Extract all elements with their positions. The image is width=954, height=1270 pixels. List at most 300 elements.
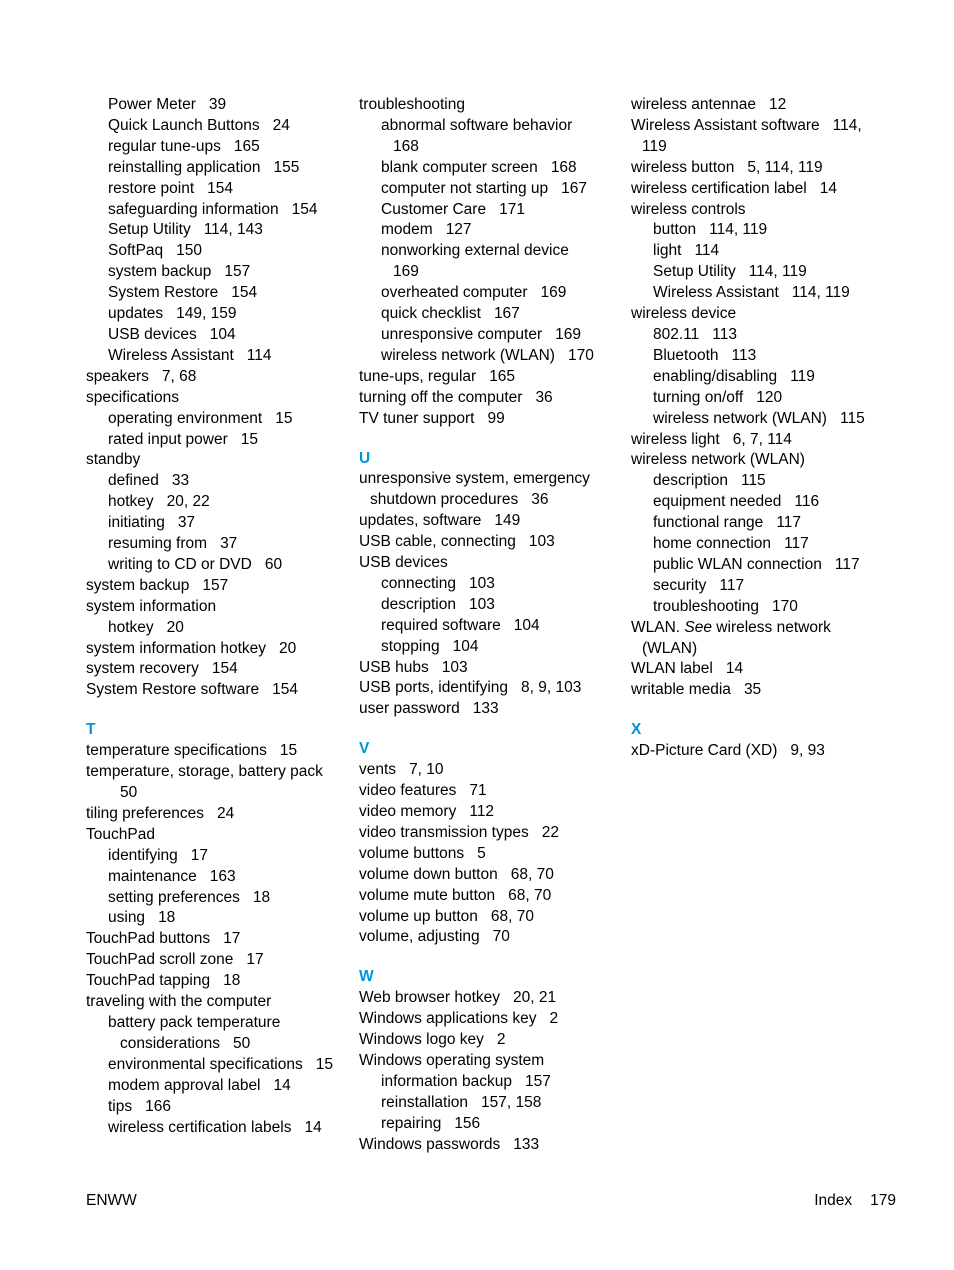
index-entry <box>359 304 621 325</box>
index-entry <box>86 367 348 388</box>
index-entry <box>359 511 621 532</box>
page-reference: 18 <box>223 972 241 990</box>
index-entry <box>359 490 621 511</box>
page-reference: 103 <box>468 574 495 592</box>
index-term: overheated computer <box>381 284 528 302</box>
page-reference: 2 <box>549 1010 559 1028</box>
page-reference: 117 <box>776 514 802 532</box>
page-reference: 166 <box>145 1097 171 1115</box>
index-term: unresponsive computer <box>381 325 543 343</box>
page-reference: 167 <box>561 179 588 197</box>
index-term: 802.11 <box>653 325 700 343</box>
page-reference: 114, 119 <box>709 221 768 239</box>
page-reference: 154 <box>211 660 238 678</box>
page-reference: 14 <box>819 179 837 197</box>
page-reference: 14 <box>725 660 744 678</box>
index-entry <box>86 325 348 346</box>
index-term: Setup Utility <box>653 263 736 281</box>
index-entry <box>359 367 621 388</box>
page-reference: 20, 22 <box>166 493 210 511</box>
index-entry <box>631 618 893 639</box>
index-term: enabling/disabling <box>653 367 778 385</box>
index-term: wireless controls <box>631 200 746 218</box>
page-reference: 157, 158 <box>481 1093 542 1111</box>
page-reference: 103 <box>441 658 468 676</box>
index-term: updates, software <box>359 512 482 530</box>
see-reference: See <box>684 618 712 636</box>
index-term: wireless network (WLAN) <box>631 451 805 469</box>
index-entry <box>86 513 348 534</box>
page-reference: 169 <box>540 284 567 302</box>
index-term: SoftPaq <box>108 242 164 260</box>
index-entry <box>359 262 621 283</box>
index-entry <box>631 471 893 492</box>
index-term: operating environment <box>108 409 263 427</box>
index-entry <box>631 325 893 346</box>
index-term: Windows applications key <box>359 1010 537 1028</box>
index-term: troubleshooting <box>653 597 759 615</box>
page-reference: 150 <box>176 242 203 260</box>
page-number: 179 <box>870 1192 896 1209</box>
index-entry <box>359 200 621 221</box>
index-entry <box>86 867 348 888</box>
index-term: TV tuner support <box>359 409 475 427</box>
page-reference: 70 <box>492 928 510 946</box>
index-term: system information <box>86 597 217 615</box>
index-term: modem approval label <box>108 1076 261 1094</box>
page-reference: 14 <box>304 1118 322 1136</box>
index-entry <box>86 1013 348 1034</box>
index-term: wireless certification labels <box>108 1118 292 1136</box>
page-reference: 170 <box>772 597 798 615</box>
index-entry <box>86 908 348 929</box>
index-entry <box>86 304 348 325</box>
index-term: computer not starting up <box>381 179 549 197</box>
page-reference: 17 <box>246 951 264 969</box>
page-reference: 15 <box>240 430 259 448</box>
page-reference: 104 <box>209 325 236 343</box>
index-entry <box>359 823 621 844</box>
index-term: Windows operating system <box>359 1051 545 1069</box>
index-term: system backup <box>108 263 212 281</box>
index-entry <box>359 1093 621 1114</box>
index-entry <box>359 1135 621 1156</box>
index-entry <box>359 988 621 1009</box>
page-reference: 169 <box>555 325 581 343</box>
index-term: setting preferences <box>108 888 240 906</box>
index-term: writing to CD or DVD <box>108 555 252 573</box>
index-entry <box>86 576 348 597</box>
index-term: wireless network (WLAN) <box>381 346 555 364</box>
page-reference: 12 <box>768 96 787 113</box>
page-reference: 117 <box>719 576 745 594</box>
page-reference: 165 <box>489 367 516 385</box>
index-entry <box>631 220 893 241</box>
index-entry <box>359 886 621 907</box>
page-reference: 68, 70 <box>490 907 535 925</box>
index-entry <box>86 409 348 430</box>
index-term: Wireless Assistant <box>653 284 779 302</box>
page-reference: 133 <box>472 700 499 718</box>
index-entry <box>86 1076 348 1097</box>
index-entry <box>86 929 348 950</box>
index-entry <box>631 283 893 304</box>
index-entry <box>359 1072 621 1093</box>
page-reference: 35 <box>743 681 762 699</box>
index-entry <box>359 220 621 241</box>
page-reference: 169 <box>393 263 419 281</box>
index-entry <box>86 116 348 137</box>
index-term: user password <box>359 700 460 718</box>
index-term: wireless network (WLAN) <box>653 409 827 427</box>
page-reference: 14 <box>273 1076 291 1094</box>
index-term: Quick Launch Buttons <box>108 116 260 134</box>
footer-right <box>814 1191 896 1211</box>
index-term: volume up button <box>359 907 478 925</box>
index-entry <box>86 220 348 241</box>
page-reference: 171 <box>499 200 525 218</box>
page-reference: 168 <box>393 137 419 155</box>
index-term: USB devices <box>108 325 197 343</box>
page-reference: 157 <box>524 1072 551 1090</box>
index-entry <box>86 825 348 846</box>
index-entry <box>86 241 348 262</box>
page-reference: 116 <box>794 493 820 511</box>
page-reference: 8, 9, 103 <box>521 679 582 697</box>
index-term: turning on/off <box>653 388 744 406</box>
index-term: public WLAN connection <box>653 555 822 573</box>
index-entry <box>631 116 893 137</box>
section-letter: X <box>631 721 642 739</box>
index-column-2 <box>359 95 621 1156</box>
index-column-1 <box>86 95 348 1138</box>
index-entry <box>359 844 621 865</box>
index-term: writable media <box>631 681 731 699</box>
index-entry <box>631 200 893 221</box>
index-entry <box>631 597 893 618</box>
index-entry <box>359 137 621 158</box>
index-term: Customer Care <box>381 200 487 218</box>
index-term: button <box>653 221 697 239</box>
index-entry <box>631 158 893 179</box>
index-entry <box>359 927 621 948</box>
page-reference: 5, 114, 119 <box>747 158 823 176</box>
index-term: Setup Utility <box>108 221 191 239</box>
index-entry <box>86 430 348 451</box>
index-term: Bluetooth <box>653 346 719 364</box>
page-reference: 17 <box>223 930 241 948</box>
page-reference: 154 <box>272 681 299 699</box>
page-reference: 37 <box>220 535 238 553</box>
index-entry <box>631 430 893 451</box>
index-term: stopping <box>381 637 440 655</box>
index-entry <box>359 325 621 346</box>
index-entry <box>359 409 621 430</box>
page-reference: 5 <box>477 844 486 862</box>
index-term: repairing <box>381 1114 442 1132</box>
index-term: initiating <box>108 514 165 532</box>
page-reference: 167 <box>493 305 520 323</box>
page-reference: 114, <box>832 116 862 134</box>
page-reference: 36 <box>535 388 553 406</box>
index-entry <box>86 741 348 762</box>
index-entry <box>86 555 348 576</box>
index-entry <box>86 450 348 471</box>
index-entry <box>359 532 621 553</box>
index-term: rated input power <box>108 430 228 448</box>
index-entry <box>631 95 893 116</box>
index-entry <box>86 95 348 116</box>
index-entry <box>359 658 621 679</box>
index-term: wireless device <box>631 305 737 323</box>
page-reference: 155 <box>273 158 300 176</box>
index-term: volume mute button <box>359 886 496 904</box>
index-entry <box>359 388 621 409</box>
index-term: Power Meter <box>108 96 196 113</box>
index-entry <box>86 597 348 618</box>
section-letter: V <box>359 740 370 758</box>
index-entry <box>359 1051 621 1072</box>
index-term: USB devices <box>359 554 448 572</box>
page-reference: 154 <box>291 200 318 218</box>
index-entry <box>631 262 893 283</box>
page-reference: 71 <box>469 782 487 800</box>
page-reference: 50 <box>232 1034 251 1052</box>
index-entry <box>359 283 621 304</box>
footer-section-label: Index <box>814 1192 853 1209</box>
index-term: description <box>653 472 728 490</box>
index-term: battery pack temperature <box>108 1013 281 1031</box>
index-entry <box>631 639 893 660</box>
page-reference: 114, 119 <box>748 263 807 281</box>
page-reference: 22 <box>541 823 559 841</box>
index-term: Wireless Assistant software <box>631 116 820 134</box>
index-entry <box>86 1034 348 1055</box>
index-entry <box>631 555 893 576</box>
index-term: video features <box>359 782 457 800</box>
page-reference: 15 <box>275 409 293 427</box>
index-term: maintenance <box>108 867 197 885</box>
index-entry <box>359 179 621 200</box>
index-term: wireless antennae <box>631 96 756 113</box>
index-term: TouchPad <box>86 825 155 843</box>
index-term: temperature specifications <box>86 742 267 760</box>
index-entry <box>359 699 621 720</box>
index-entry <box>86 783 348 804</box>
index-entry <box>86 158 348 179</box>
index-entry <box>359 678 621 699</box>
index-term: volume, adjusting <box>359 928 480 946</box>
index-term: regular tune-ups <box>108 137 221 155</box>
page-reference: 156 <box>454 1114 481 1132</box>
index-entry <box>631 388 893 409</box>
index-entry <box>86 200 348 221</box>
page-reference: 103 <box>528 533 555 551</box>
page-reference: 113 <box>731 346 757 364</box>
index-term: information backup <box>381 1072 512 1090</box>
index-term: video memory <box>359 803 457 820</box>
index-entry <box>86 283 348 304</box>
index-entry <box>86 388 348 409</box>
page-reference: 119 <box>790 367 815 385</box>
index-entry <box>86 971 348 992</box>
index-term: restore point <box>108 179 195 197</box>
index-entry <box>86 492 348 513</box>
index-term: USB cable, connecting <box>359 533 516 551</box>
index-entry <box>359 241 621 262</box>
index-entry <box>631 304 893 325</box>
page-reference: 33 <box>171 472 190 490</box>
index-term: blank computer screen <box>381 158 538 176</box>
section-letter: W <box>359 968 374 986</box>
index-term: system recovery <box>86 660 199 678</box>
index-entry <box>86 762 348 783</box>
index-term: home connection <box>653 535 772 553</box>
page-reference: 20 <box>279 639 297 657</box>
page-reference: 119 <box>642 137 667 155</box>
index-term: standby <box>86 451 141 469</box>
index-entry <box>86 618 348 639</box>
index-term: updates <box>108 305 164 323</box>
index-term: (WLAN) <box>642 639 698 657</box>
index-term: defined <box>108 472 159 490</box>
index-entry <box>86 639 348 660</box>
page-reference: 127 <box>445 221 472 239</box>
page-reference: 113 <box>712 325 737 343</box>
page-reference: 114, 119 <box>791 284 850 302</box>
index-entry <box>359 95 621 116</box>
index-entry <box>631 492 893 513</box>
index-term: wireless button <box>631 158 735 176</box>
index-entry <box>86 262 348 283</box>
index-entry <box>86 888 348 909</box>
index-entry <box>86 992 348 1013</box>
index-term: wireless certification label <box>631 179 807 197</box>
page-reference: 157 <box>202 576 229 594</box>
index-term: troubleshooting <box>359 96 465 113</box>
page-reference: 103 <box>468 595 495 613</box>
index-term: wireless light <box>631 430 720 448</box>
index-term: volume down button <box>359 865 498 883</box>
index-term: WLAN label <box>631 660 713 678</box>
page-reference: 117 <box>834 555 860 573</box>
index-term: tiling preferences <box>86 804 205 822</box>
page-reference: 18 <box>158 909 176 927</box>
page-reference: 50 <box>120 784 138 801</box>
index-term: description <box>381 595 456 613</box>
page-reference: 104 <box>452 637 479 655</box>
page-reference: 168 <box>550 158 577 176</box>
index-term: USB ports, identifying <box>359 679 509 697</box>
page-reference: 115 <box>839 409 865 427</box>
index-entry <box>86 1097 348 1118</box>
index-term: environmental specifications <box>108 1055 303 1073</box>
index-entry <box>631 659 893 680</box>
index-entry <box>86 1055 348 1076</box>
index-term: considerations <box>120 1034 220 1052</box>
page-reference: 115 <box>740 472 766 490</box>
index-term: quick checklist <box>381 305 481 323</box>
index-entry <box>86 1118 348 1139</box>
page-reference: 163 <box>209 867 236 885</box>
index-term: tune-ups, regular <box>359 367 477 385</box>
index-entry <box>359 1030 621 1051</box>
index-term: functional range <box>653 514 764 532</box>
index-term: hotkey <box>108 493 154 511</box>
page-reference: 17 <box>190 846 209 864</box>
index-term: unresponsive system, emergency <box>359 470 590 488</box>
index-entry <box>631 137 893 158</box>
index-term: shutdown procedures <box>370 491 519 509</box>
page-reference: 114, 143 <box>203 221 263 239</box>
index-term: connecting <box>381 574 456 592</box>
page-reference: 149, 159 <box>176 305 237 323</box>
index-term: TouchPad tapping <box>86 972 211 990</box>
index-term: TouchPad scroll zone <box>86 951 234 969</box>
index-entry <box>86 471 348 492</box>
footer-left: ENWW <box>86 1192 137 1209</box>
index-entry <box>359 616 621 637</box>
page-reference: 15 <box>315 1055 333 1073</box>
index-entry <box>86 179 348 200</box>
page-reference: 154 <box>231 284 258 302</box>
page-reference: 154 <box>207 179 234 197</box>
page-reference: 170 <box>567 346 594 364</box>
index-entry <box>359 469 621 490</box>
page-reference: 20 <box>166 618 184 636</box>
index-term: speakers <box>86 367 149 385</box>
index-entry <box>359 760 621 781</box>
index-term: xD-Picture Card (XD) <box>631 742 778 760</box>
index-term: volume buttons <box>359 844 465 862</box>
index-term: traveling with the computer <box>86 993 272 1011</box>
index-term: hotkey <box>108 618 154 636</box>
see-target: wireless network <box>712 618 831 636</box>
page-reference: 20, 21 <box>513 989 557 1007</box>
page-reference: 37 <box>177 514 196 532</box>
index-entry <box>631 179 893 200</box>
section-letter: T <box>86 721 96 739</box>
index-term: TouchPad buttons <box>86 930 211 948</box>
page-reference: 104 <box>513 616 540 634</box>
page-reference: 149 <box>494 512 521 530</box>
index-entry <box>631 409 893 430</box>
index-entry <box>359 595 621 616</box>
index-term: WLAN. <box>631 618 685 636</box>
index-entry <box>631 534 893 555</box>
page-reference: 120 <box>756 388 783 406</box>
page-reference: 68, 70 <box>508 886 552 904</box>
page-reference: 114 <box>246 346 272 364</box>
index-entry <box>359 802 621 823</box>
index-column-3 <box>631 95 893 762</box>
page-reference: 99 <box>487 409 505 427</box>
index-term: reinstalling application <box>108 158 261 176</box>
index-entry <box>631 450 893 471</box>
index-term: resuming from <box>108 535 208 553</box>
index-entry <box>631 680 893 701</box>
index-entry <box>359 637 621 658</box>
index-entry <box>359 116 621 137</box>
index-entry <box>359 574 621 595</box>
page-reference: 39 <box>208 96 227 113</box>
index-term: Windows passwords <box>359 1135 501 1153</box>
index-entry <box>631 513 893 534</box>
page-reference: 36 <box>531 491 549 509</box>
index-entry <box>631 367 893 388</box>
page-reference: 114 <box>694 242 720 260</box>
index-term: specifications <box>86 388 180 406</box>
